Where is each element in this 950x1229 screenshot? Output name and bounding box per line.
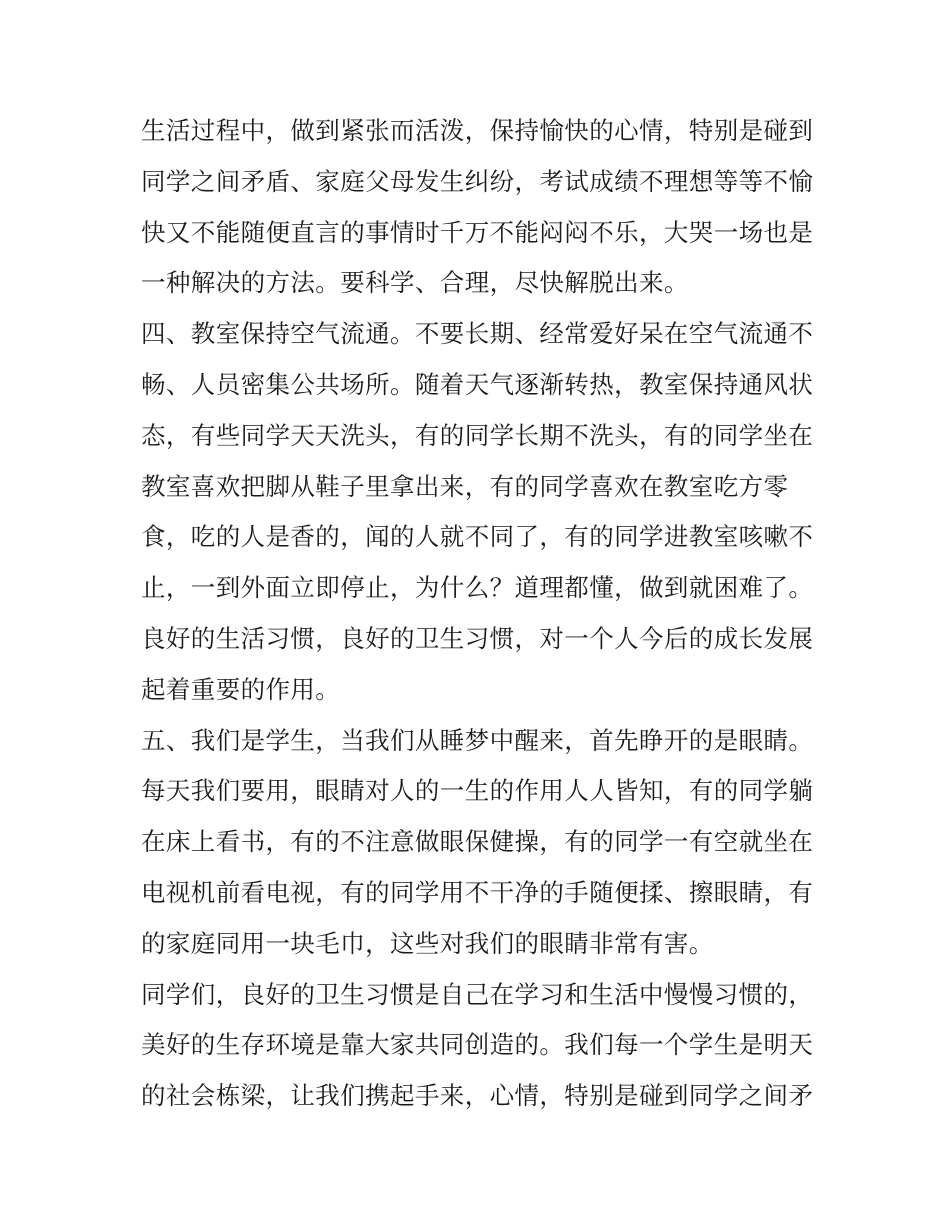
text-line: 态，有些同学天天洗头，有的同学长期不洗头，有的同学坐在 xyxy=(141,420,814,450)
text-line: 良好的生活习惯，良好的卫生习惯，对一个人今后的成长发展 xyxy=(141,623,814,653)
text-line: 生活过程中，做到紧张而活泼，保持愉快的心情，特别是碰到 xyxy=(141,116,814,145)
text-line: 电视机前看电视，有的同学用不干净的手随便揉、擦眼睛，有 xyxy=(141,877,814,907)
text-line: 起着重要的作用。 xyxy=(141,674,341,704)
body-text xyxy=(141,106,821,1122)
text-line: 一种解决的方法。要科学、合理，尽快解脱出来。 xyxy=(141,268,689,298)
text-line: 美好的生存环境是靠大家共同创造的。我们每一个学生是明天 xyxy=(141,1030,814,1060)
text-line: 的社会栋梁，让我们携起手来，心情，特别是碰到同学之间矛 xyxy=(141,1081,814,1111)
text-line: 五、我们是学生，当我们从睡梦中醒来，首先睁开的是眼睛。 xyxy=(141,725,814,755)
text-line: 止，一到外面立即停止，为什么？道理都懂，做到就困难了。 xyxy=(141,573,814,603)
text-line: 快又不能随便直言的事情时千万不能闷闷不乐，大哭一场也是 xyxy=(141,217,814,247)
text-line: 每天我们要用，眼睛对人的一生的作用人人皆知，有的同学躺 xyxy=(141,776,814,806)
text-line: 教室喜欢把脚从鞋子里拿出来，有的同学喜欢在教室吃方零 xyxy=(141,471,789,501)
text-line: 四、教室保持空气流通。不要长期、经常爱好呆在空气流通不 xyxy=(141,319,814,349)
text-line: 食，吃的人是香的，闻的人就不同了，有的同学进教室咳嗽不 xyxy=(141,522,814,552)
text-line: 在床上看书，有的不注意做眼保健操，有的同学一有空就坐在 xyxy=(141,827,814,857)
text-line: 同学们，良好的卫生习惯是自己在学习和生活中慢慢习惯的， xyxy=(141,979,814,1009)
text-line: 同学之间矛盾、家庭父母发生纠纷，考试成绩不理想等等不愉 xyxy=(141,166,814,196)
text-line: 的家庭同用一块毛巾，这些对我们的眼睛非常有害。 xyxy=(141,928,714,958)
text-line: 畅、人员密集公共场所。随着天气逐渐转热，教室保持通风状 xyxy=(141,369,814,399)
